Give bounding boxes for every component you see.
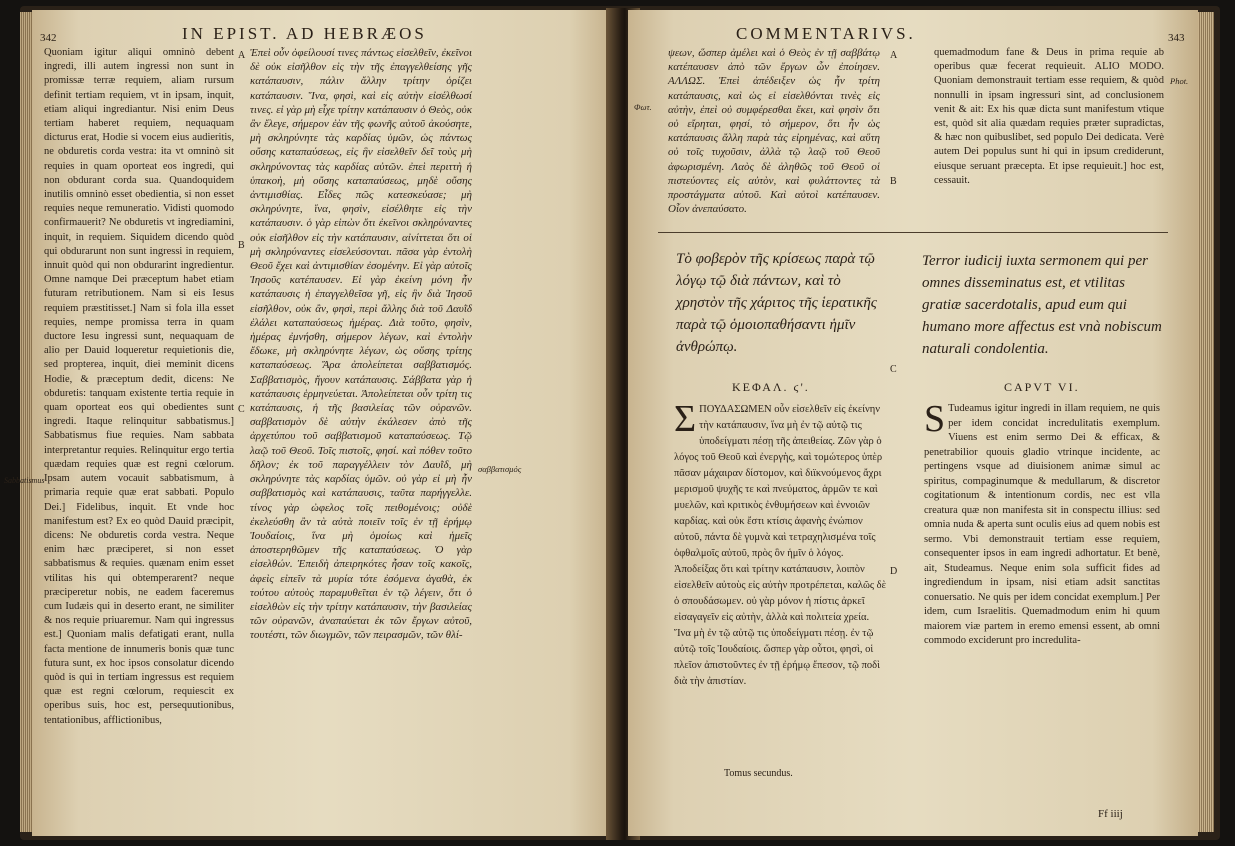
right-margin-note-greek: Φωτ. (634, 102, 652, 112)
latin-drop-cap: S (924, 398, 946, 440)
left-latin-column: Quoniam igitur aliqui omninò debent ingredi, illi autem ingressi non sunt in promissæ terræ requiem, aliam rursum definit tertiam requiem, vt in ipsam, inquit, etiam aliqui ingrediantur. Nisi enim Deus tertiam haberet requiem, nequaquam dicturus erat, Hodie si vocem eius audieritis, ne obduretis corda vestra: ita vt omninò sit requies in quam oporteat eos ingredi, qui non obdurant corda sua. Quandoquidem inutilis omninò esset obedientia, si non esset requies neque remuneratio. Vidisti quomodo confirmauerit? Ne obduretis vt ingrediamini, inquit, in requiem. Siquidem dicendo quòd qui obdurarunt non sunt ingressi in requiem, innuit quòd qui non obdurarint ingredientur. Omne namque Dei præceptum habet etiam futuram retributionem. Nam si eis Iesus requiem præstitisset.] Nam si fola illa esset requies, nempe promissa terra in quam ductore Iesu ingressi sunt, nequaquam de alio per Dauid loqueretur requietionis die, sed propterea, inquit, diei meminit dicens Hodie, & præceptum dedit, dicens: Ne obduretis: tanquam existente tertia requie in quam oporteat eos qui obedientes sunt ingredi. Itaque relinquitur sabbatismus.] Sabbatismus fiue requies. Nam sabbata interpretantur requies. Relinquitur ergo tertia quædam requies quæ est regni cœlorum. Ipsam autem vocauit sabbatismum, à primaria requie quæ erat sabbati. Populo Dei.] Fidelibus, inquit. Et vnde hoc manifestum est? Ex eo quòd Dauid præcipit, dicens: Ne obduretis corda vestra. Neque enim hæc præciperet, si non esset sabbatismus & requies. quænam enim esset vtilitas his qui obtemperarent? neque præciperetur nobis, ne eadem faceremus cum Iudæis qui in deserto erant, ne similiter & nos requie priuaremur. Nam qui ingressus est.] Quoniam malis defatigati erant, nulla facta mentione de innumeris bonis quæ tunc futura sunt, ex hoc ipsos consolatur dicendo quòd is qui in tertiam ingressus est requiem quæ est regni cœlorum, requiescit ex operibus suis, hoc est, persequutionibus, tentationibus, afflictionibus, (44, 47, 234, 726)
chapter-body-latin (924, 398, 1160, 822)
right-running-head: COMMENTARIVS. (736, 24, 916, 43)
right-latin-column: quemadmodum fane & Deus in prima requie ab operibus quæ fecerat requieuit. ALIO MODO. Quoniam demonstrauit tertiam esse requiem, & quòd nonnulli in ipsam ingressuri sint, ad conclusionem venit & ait: Ex his quæ dicta sunt manifestum vtique est, quòd sit alia quædam requies præter supradictas, & hæc non quibuslibet, sed populo Dei dedicata. Verè autem Dei populus sunt hi qui in ipsum crediderunt, eiusque seruant præcepta. Et ipse requieuit.] hoc est, cessauit. (934, 47, 1164, 186)
right-folio: 343 (1168, 32, 1185, 44)
chapter-heading-latin: CAPVT VI. (1004, 380, 1080, 394)
signature-mark: Ff iiij (1098, 808, 1123, 820)
left-folio: 342 (40, 32, 57, 44)
volume-footer: Tomus secundus. (724, 768, 793, 779)
left-section-mark-b: B (238, 240, 245, 251)
left-running-head: IN EPIST. AD HEBRÆOS (182, 24, 427, 43)
right-section-mark-d: D (890, 566, 898, 577)
greek-body-text: ΠΟΥΔΑΣΩΜΕΝ οὖν εἰσελθεῖν εἰς ἐκείνην τὴν κατάπαυσιν, ἵνα μὴ ἐν τῷ αὐτῷ τις ὑποδείγματι πέσῃ τῆς ἀπειθείας. Ζῶν γὰρ ὁ λόγος τοῦ Θεοῦ καὶ ἐνεργὴς, καὶ τομώτερος ὑπὲρ πᾶσαν μάχαιραν δίστομον, καὶ διϊκνούμενος ἄχρι μερισμοῦ ψυχῆς τε καὶ πνεύματος, ἁρμῶν τε καὶ μυελῶν, καὶ κριτικὸς ἐνθυμήσεων καὶ ἐννοιῶν καρδίας. καὶ οὐκ ἔστι κτίσις ἀφανὴς ἐνώπιον αὐτοῦ, πάντα δὲ γυμνὰ καὶ τετραχηλισμένα τοῖς ὀφθαλμοῖς αὐτοῦ, πρὸς ὃν ἡμῖν ὁ λόγος. Ἀποδείξας ὅτι καὶ τρίτην κατάπαυσιν, λοιπὸν εἰσελθεῖν αὐτοὺς εἰς αὐτὴν προτρέπεται, καλῶς δὲ ὁ σπουδάσωμεν. οὐ γὰρ μόνον ἡ πίστις ἀρκεῖ εἰσαγαγεῖν εἰς αὐτὴν, ἀλλὰ καὶ πολιτεία χρεία. Ἵνα μὴ ἐν τῷ αὐτῷ τις ὑποδείγματι πέσῃ. ἐν τῷ αὐτῷ τοῖς Ἰουδαίοις. ὥσπερ γὰρ οὗτοι, φησὶ, οἱ πλεῖον ἀπιστοῦντες ἐν τῇ ἐρήμῳ ἔπεσον, τῷ ποδὶ διὰ τὴν ἀπιστίαν. (674, 404, 886, 687)
greek-drop-cap: Σ (674, 398, 697, 440)
section-rule (658, 232, 1168, 233)
right-margin-note-phot: Phot. (1170, 76, 1189, 86)
chapter-body-greek (674, 398, 888, 742)
left-greek-column: Ἐπεὶ οὖν ὀφείλουσί τινες πάντως εἰσελθεῖν, ἐκεῖνοι δὲ οὐκ εἰσῆλθον εἰς τὴν τῆς ἐπαγγελθείσης γῆς κατάπαυσιν, πάλιν ἄλλην τρίτην ὁρίζει κατάπαυσιν. Ἵνα, φησὶ, καὶ εἰς αὐτὴν εἰσέλθωσί τινες. εἰ γὰρ μὴ εἶχε τρίτην κατάπαυσιν ὁ Θεὸς, οὐκ ἂν ἔλεγε, σήμερον ἐὰν τῆς φωνῆς αὐτοῦ ἀκούσητε, μὴ σκληρύνητε τὰς καρδίας ὑμῶν, ὡς πάντως οὔσης καταπαύσεως, εἰς ἣν εἰσελθεῖν δεῖ τοὺς μὴ σκληρύνοντας τὰς καρδίας αὐτῶν. ἐπεὶ περιττὴ ἡ ὑπακοὴ, μὴ οὔσης καταπαύσεως, μηδὲ οὔσης ἀντιμισθίας. Εἶδες πῶς κατεσκεύασε; μὴ σκληρύνητε, ἵνα, φησὶν, εἰσέλθητε εἰς τὴν κατάπαυσιν. ὁ γὰρ εἰπὼν ὅτι ἐκεῖνοι σκληρύναντες οὐκ εἰσῆλθον εἰς τὴν κατάπαυσιν, αἰνίττεται ὅτι οἱ μὴ σκληρύναντες εἰσελεύσονται. πᾶσα γὰρ ἐντολὴ Θεοῦ ἔχει καὶ ἀντιμισθίαν ἐσομένην. Εἰ γὰρ αὐτοῖς Ἰησοῦς κατέπαυσεν. Εἰ γὰρ ἐκείνη μόνη ἦν κατάπαυσις ἡ ἐπαγγελθεῖσα γῆ, εἰς ἣν διὰ Ἰησοῦ εἰσῆλθον, οὐκ ἂν, φησὶ, περὶ ἄλλης διὰ τοῦ Δαυῒδ ἐλάλει καταπαύσεως ἡμέρας. Διὰ τοῦτο, φησὶν, ἡμέρας ἐμνήσθη, σήμερον λέγων, καὶ ἐντολὴν ἔδωκε, μὴ σκληρύνητε λέγων, ὡς οὔσης τρίτης καταπαύσεως. Ἄρα ἀπολείπεται σαββατισμός. Σαββατισμὸς, ἤγουν κατάπαυσις. Σάββατα γὰρ ἡ κατάπαυσις ἑρμηνεύεται. Ἀπολείπεται οὖν τρίτη τις κατάπαυσις, ἡ τῆς βασιλείας τῶν οὐρανῶν. σαββατισμὸν δὲ αὐτὴν ἐκάλεσεν ἀπὸ τῆς ἀρχετύπου τοῦ σαββατισμοῦ καταπαύσεως. Τῷ λαῷ τοῦ Θεοῦ. Τοῖς πιστοῖς, φησί. καὶ πόθεν τοῦτο δῆλον; ἐκ τοῦ παραγγέλλειν τὸν Δαυῒδ, μὴ σκληρύνητε τὰς καρδίας ὑμῶν. οὐ γὰρ εἰ μὴ ἦν σαββατισμὸς καὶ κατάπαυσις, ταῦτα παρήγγελλε. τίνος γὰρ ὠφελος τοῖς πειθομένοις; οὐδὲ ἐκελεύσθη ἂν τὰ αὐτὰ ποιεῖν τοῖς ἐν τῇ ἐρήμῳ Ἰουδαίοις, ἵνα μὴ ὁμοίως καὶ ἡμεῖς ἀποστερηθῶμεν τῆς καταπαύσεως. Ὁ γὰρ εἰσελθών. Ἐπειδὴ ἀπειρηκότες ἦσαν τοῖς κακοῖς, ἀφεὶς εἰπεῖν τὰ μυρία τότε ἐσόμενα ἀγαθὰ, ἐκ τούτου αὐτοὺς παραμυθεῖται ἐν τῷ λέγειν, ὅτι ὁ εἰσελθὼν εἰς τὴν τρίτην κατάπαυσιν, τὴν βασιλείας τῶν οὐρανῶν, ἀναπαύεται ἐκ τῶν ἔργων αὐτοῦ, τουτέστι, τῶν διωγμῶν, τῶν πειρασμῶν, τῶν θλί- (250, 47, 472, 642)
verse-summary-greek: Τὸ φοβερὸν τῆς κρίσεως παρὰ τῷ λόγῳ τῷ διὰ πάντων, καὶ τὸ χρηστὸν τῆς χάριτος τῆς ἱερατικῆς παρὰ τῷ ὁμοιοπαθήσαντι ἡμῖν ἀνθρώπῳ. (676, 251, 877, 355)
verse-summary-latin: Terror iudicij iuxta sermonem qui per omnes disseminatus est, et vtilitas gratiæ sacerdotalis, apud eum qui humano more affectus est vnà nobiscum naturali condolentia. (922, 253, 1162, 357)
right-greek-column: ψεων, ὥσπερ ἀμέλει καὶ ὁ Θεὸς ἐν τῇ σαββάτῳ κατέπαυσεν ἀπὸ τῶν ἔργων ὧν ἐποίησεν. ΑΛΛΩΣ. Ἐπεὶ ἀπέδειξεν ὡς ἦν τρίτη κατάπαυσις, καὶ ὡς εἰ εἰσελθόνται τινὲς εἰς αὐτὴν, ἐπεὶ οὐ συμφέρεσθαι ἔκει, καὶ φησὶν ὅτι οὐ εἴρηται, φησί, τὸ σήμερον, ὅτι ἦν ὡς κατάπαυσις ἄλλη παρὰ τὰς εἰρημένας, καὶ αὕτη οὐ τοῖς τυχοῦσιν, ἀλλὰ τῷ λαῷ τοῦ Θεοῦ ἀφωρισμένη. Λαὸς δὲ ἀληθῶς τοῦ Θεοῦ οἱ πιστεύοντες εἰς αὐτὸν, καὶ φυλάττοντες τὰ προστάγματα αὐτοῦ. Καὶ αὐτοὶ κατέπαυσεν. Οἷον ἀνεπαύσατο. (668, 47, 880, 216)
right-page-edges (1198, 12, 1214, 832)
left-section-mark-a: A (238, 50, 246, 61)
left-page (4, 10, 616, 836)
left-margin-note-latin: Sabbatismus (4, 476, 45, 485)
chapter-heading-greek: ΚΕΦΑΛ. ϛ'. (732, 380, 810, 394)
right-page (628, 10, 1198, 836)
right-section-mark-a: A (890, 50, 898, 61)
left-margin-note-greek: σαββατισμός (478, 464, 522, 474)
right-section-mark-b: B (890, 176, 897, 187)
latin-body-text: Tudeamus igitur ingredi in illam requiem, ne quis per idem concidat incredulitatis exemplum. Viuens est enim sermo Dei & efficax, & penetrabilior quouis gladio vtrinque incidente, ac pertingens vsque ad diuisionem animæ simul ac spiritus, compaginumque & medullarum, & discretor cogitationum & intentionum cordis, nec est vlla creatura quæ non manifesta sit in conspectu illius: sed omnia nuda & aperta sunt oculis eius ad quem nobis est sermo. Vbi demonstrauit tertiam esse requiem, consequenter ipsos in eam ingredi adhortatur. Et benè, ait, Studeamus. Neque enim sola sufficit fides ad ingrediendum in ipsam, nisi etiam adsit sanctitas conuersatio. Ne quis per idem concidat exemplum.] Per idem, cum Israelitis. Quemadmodum enim hi quum maiorem viæ partem in eremo emensi essent, ab omni commodo exciderunt pro incredulita- (924, 403, 1160, 646)
left-section-mark-c: C (238, 404, 245, 415)
right-section-mark-c: C (890, 364, 897, 375)
